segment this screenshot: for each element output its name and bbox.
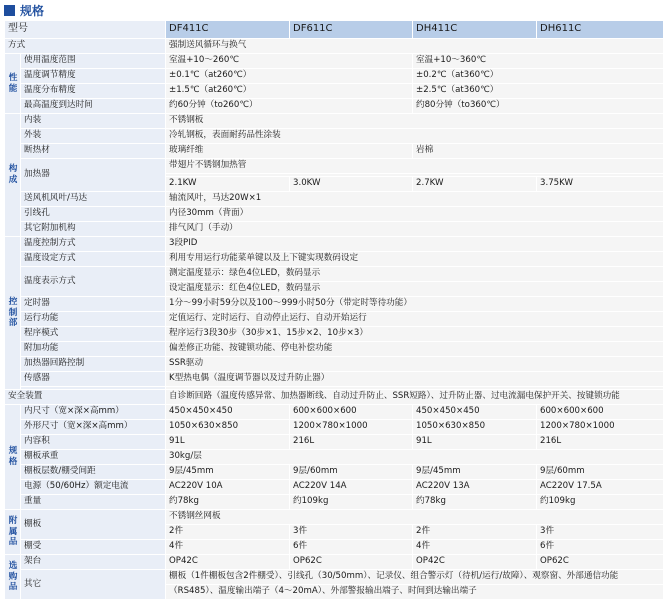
timer-value: 1分～99小时59分以及100～999小时50分（带定时等待功能） — [166, 297, 664, 312]
insulation-label: 断热材 — [21, 144, 166, 159]
spec-value: 9层/60mm — [537, 465, 664, 480]
spec-label: 重量 — [21, 495, 166, 510]
perf-label: 温度调节精度 — [21, 69, 166, 84]
spec-value: 9层/45mm — [413, 465, 537, 480]
perf-df-value: ±1.5℃（at260℃） — [166, 84, 413, 99]
control-row — [5, 357, 664, 372]
struct-row — [5, 144, 664, 159]
optional-row — [5, 555, 664, 570]
accessory-row — [5, 510, 664, 525]
insulation-df-value: 玻璃纤维 — [166, 144, 413, 159]
sensor-label: 传感器 — [21, 372, 166, 387]
perf-row — [5, 99, 664, 114]
model-header-row — [5, 21, 664, 39]
perf-label: 最高温度到达时间 — [21, 99, 166, 114]
shelf-holder-count: 4件 — [413, 540, 537, 555]
struct-row — [5, 129, 664, 144]
spec-value: 约78kg — [413, 495, 537, 510]
spec-row — [5, 450, 664, 465]
heater-circuit-value: SSR驱动 — [166, 357, 664, 372]
heater-value: 3.0KW — [290, 177, 413, 192]
safety-value: 自诊断回路（温度传感异常、加热器断线、自动过升防止、SSR短路）、过升防止器、过电流漏电保护开关、按键锁功能 — [166, 390, 664, 405]
control-row — [5, 297, 664, 312]
timer-label: 定时器 — [21, 297, 166, 312]
shelf-holder-count: 6件 — [290, 540, 413, 555]
outer-value: 冷轧钢板，表面耐药品性涂装 — [166, 129, 664, 144]
safety-row — [5, 390, 664, 405]
spec-value: 约78kg — [166, 495, 290, 510]
perf-label: 温度分布精度 — [21, 84, 166, 99]
category-structure: 构成 — [5, 114, 21, 237]
perf-df-value: ±0.1℃（at260℃） — [166, 69, 413, 84]
shelf-label: 棚板 — [21, 510, 166, 540]
control-row — [5, 312, 664, 327]
perf-row — [5, 54, 664, 69]
struct-row — [5, 192, 664, 207]
perf-row — [5, 84, 664, 99]
heater-value: 2.7KW — [413, 177, 537, 192]
category-accessory: 附属品 — [5, 510, 21, 555]
rack-value: OP42C — [413, 555, 537, 570]
spec-value: 450×450×450 — [413, 405, 537, 420]
shelf-holder-label: 棚受 — [21, 540, 166, 555]
heater-circuit-label: 加热器回路控制 — [21, 357, 166, 372]
struct-row — [5, 207, 664, 222]
method-value: 强制送风循环与换气 — [166, 39, 664, 54]
spec-row — [5, 495, 664, 510]
heater-desc: 带翅片不锈钢加热管 — [166, 159, 664, 174]
rack-value: OP42C — [166, 555, 290, 570]
insulation-dh-value: 岩棉 — [413, 144, 664, 159]
model-df411c: DF411C — [166, 21, 290, 39]
heater-value: 2.1KW — [166, 177, 290, 192]
perf-dh-value: ±0.2℃（at360℃） — [413, 69, 664, 84]
temp-setting-label: 温度设定方式 — [21, 252, 166, 267]
spec-value: 1050×630×850 — [166, 420, 290, 435]
perf-row — [5, 69, 664, 84]
shelf-count: 3件 — [290, 525, 413, 540]
shelf-count: 2件 — [413, 525, 537, 540]
heater-label: 加热器 — [21, 159, 166, 192]
safety-label: 安全装置 — [5, 390, 166, 405]
temp-display-line1: 测定温度显示：绿色4位LED，数码显示 — [166, 267, 664, 282]
perf-df-value: 室温+10～260℃ — [166, 54, 413, 69]
heater-value: 3.75KW — [537, 177, 664, 192]
spec-value: 1200×780×1000 — [537, 420, 664, 435]
spec-value: 1050×630×850 — [413, 420, 537, 435]
fan-value: 轴流风叶，马达20W×1 — [166, 192, 664, 207]
spec-label: 外形尺寸（宽×深×高mm） — [21, 420, 166, 435]
accessory-row — [5, 540, 664, 555]
temp-setting-value: 利用专用运行功能菜单键以及上下键实现数码设定 — [166, 252, 664, 267]
spec-value: 216L — [290, 435, 413, 450]
method-row — [5, 39, 664, 54]
spec-value: AC220V 14A — [290, 480, 413, 495]
other-mech-label: 其它附加机构 — [21, 222, 166, 237]
inner-label: 内装 — [21, 114, 166, 129]
optional-other-line1: 棚板（1件棚板包含2件棚受）、引线孔（30/50mm）、记录仪、组合警示灯（待机/运行/故障）、观察窗、外部通信功能 — [166, 570, 664, 585]
shelf-desc: 不锈钢丝网板 — [166, 510, 664, 525]
struct-row — [5, 159, 664, 174]
control-row — [5, 267, 664, 282]
program-label: 程序模式 — [21, 327, 166, 342]
shelf-count: 3件 — [537, 525, 664, 540]
spec-row — [5, 480, 664, 495]
spec-row — [5, 420, 664, 435]
perf-dh-value: ±2.5℃（at360℃） — [413, 84, 664, 99]
optional-other-label: 其它 — [21, 570, 166, 600]
extra-label: 附加功能 — [21, 342, 166, 357]
spec-value: AC220V 13A — [413, 480, 537, 495]
control-row — [5, 327, 664, 342]
lead-hole-label: 引线孔 — [21, 207, 166, 222]
spec-label: 内容积 — [21, 435, 166, 450]
extra-value: 偏差修正功能、按键锁功能、停电补偿功能 — [166, 342, 664, 357]
spec-row — [5, 435, 664, 450]
spec-table — [4, 20, 664, 600]
shelf-load-label: 棚板承重 — [21, 450, 166, 465]
temp-control-label: 温度控制方式 — [21, 237, 166, 252]
rack-value: OP62C — [290, 555, 413, 570]
other-mech-value: 排气风门（手动） — [166, 222, 664, 237]
spec-value: 9层/60mm — [290, 465, 413, 480]
temp-display-label: 温度表示方式 — [21, 267, 166, 297]
method-label: 方式 — [5, 39, 166, 54]
perf-dh-value: 约80分钟（to360℃） — [413, 99, 664, 114]
spec-row — [5, 405, 664, 420]
spec-value: 9层/45mm — [166, 465, 290, 480]
category-spec: 规格 — [5, 405, 21, 510]
spec-value: AC220V 10A — [166, 480, 290, 495]
fan-label: 送风机风叶/马达 — [21, 192, 166, 207]
section-header — [4, 2, 44, 18]
spec-value: 216L — [537, 435, 664, 450]
spec-value: 600×600×600 — [290, 405, 413, 420]
model-dh611c: DH611C — [537, 21, 664, 39]
program-value: 程序运行3段30步（30步×1、15步×2、10步×3） — [166, 327, 664, 342]
outer-label: 外装 — [21, 129, 166, 144]
spec-value: 91L — [166, 435, 290, 450]
sensor-value: K型热电偶（温度调节器以及过升防止器） — [166, 372, 664, 387]
shelf-holder-count: 4件 — [166, 540, 290, 555]
inner-value: 不锈钢板 — [166, 114, 664, 129]
perf-label: 使用温度范围 — [21, 54, 166, 69]
model-label: 型号 — [5, 21, 166, 39]
control-row — [5, 252, 664, 267]
control-row — [5, 342, 664, 357]
run-label: 运行功能 — [21, 312, 166, 327]
spec-value: 600×600×600 — [537, 405, 664, 420]
perf-dh-value: 室温+10～360℃ — [413, 54, 664, 69]
run-value: 定值运行、定时运行、自动停止运行、自动开始运行 — [166, 312, 664, 327]
optional-other-line2: （RS485）、温度输出端子（4～20mA）、外部警报输出端子、时间到达输出端子 — [166, 585, 664, 600]
category-performance: 性能 — [5, 54, 21, 114]
spec-label: 内尺寸（宽×深×高mm） — [21, 405, 166, 420]
category-control: 控制部 — [5, 237, 21, 390]
shelf-load-value: 30kg/层 — [166, 450, 664, 465]
rack-value: OP62C — [537, 555, 664, 570]
spec-value: 约109kg — [537, 495, 664, 510]
temp-control-value: 3段PID — [166, 237, 664, 252]
spec-value: 约109kg — [290, 495, 413, 510]
model-df611c: DF611C — [290, 21, 413, 39]
spec-label: 棚板层数/棚受间距 — [21, 465, 166, 480]
section-marker-icon — [4, 5, 15, 16]
perf-df-value: 约60分钟（to260℃） — [166, 99, 413, 114]
spec-value: 450×450×450 — [166, 405, 290, 420]
spec-label: 电源（50/60Hz）额定电流 — [21, 480, 166, 495]
model-dh411c: DH411C — [413, 21, 537, 39]
lead-hole-value: 内径30mm（背面） — [166, 207, 664, 222]
control-row — [5, 372, 664, 387]
section-title: 规格 — [20, 3, 45, 18]
temp-display-line2: 设定温度显示：红色4位LED，数码显示 — [166, 282, 664, 297]
spec-value: 91L — [413, 435, 537, 450]
optional-row — [5, 570, 664, 585]
spec-value: AC220V 17.5A — [537, 480, 664, 495]
shelf-count: 2件 — [166, 525, 290, 540]
spec-row — [5, 465, 664, 480]
rack-label: 架台 — [21, 555, 166, 570]
category-optional: 选购品 — [5, 555, 21, 600]
control-row — [5, 237, 664, 252]
spec-value: 1200×780×1000 — [290, 420, 413, 435]
shelf-holder-count: 6件 — [537, 540, 664, 555]
struct-row — [5, 222, 664, 237]
struct-row — [5, 114, 664, 129]
